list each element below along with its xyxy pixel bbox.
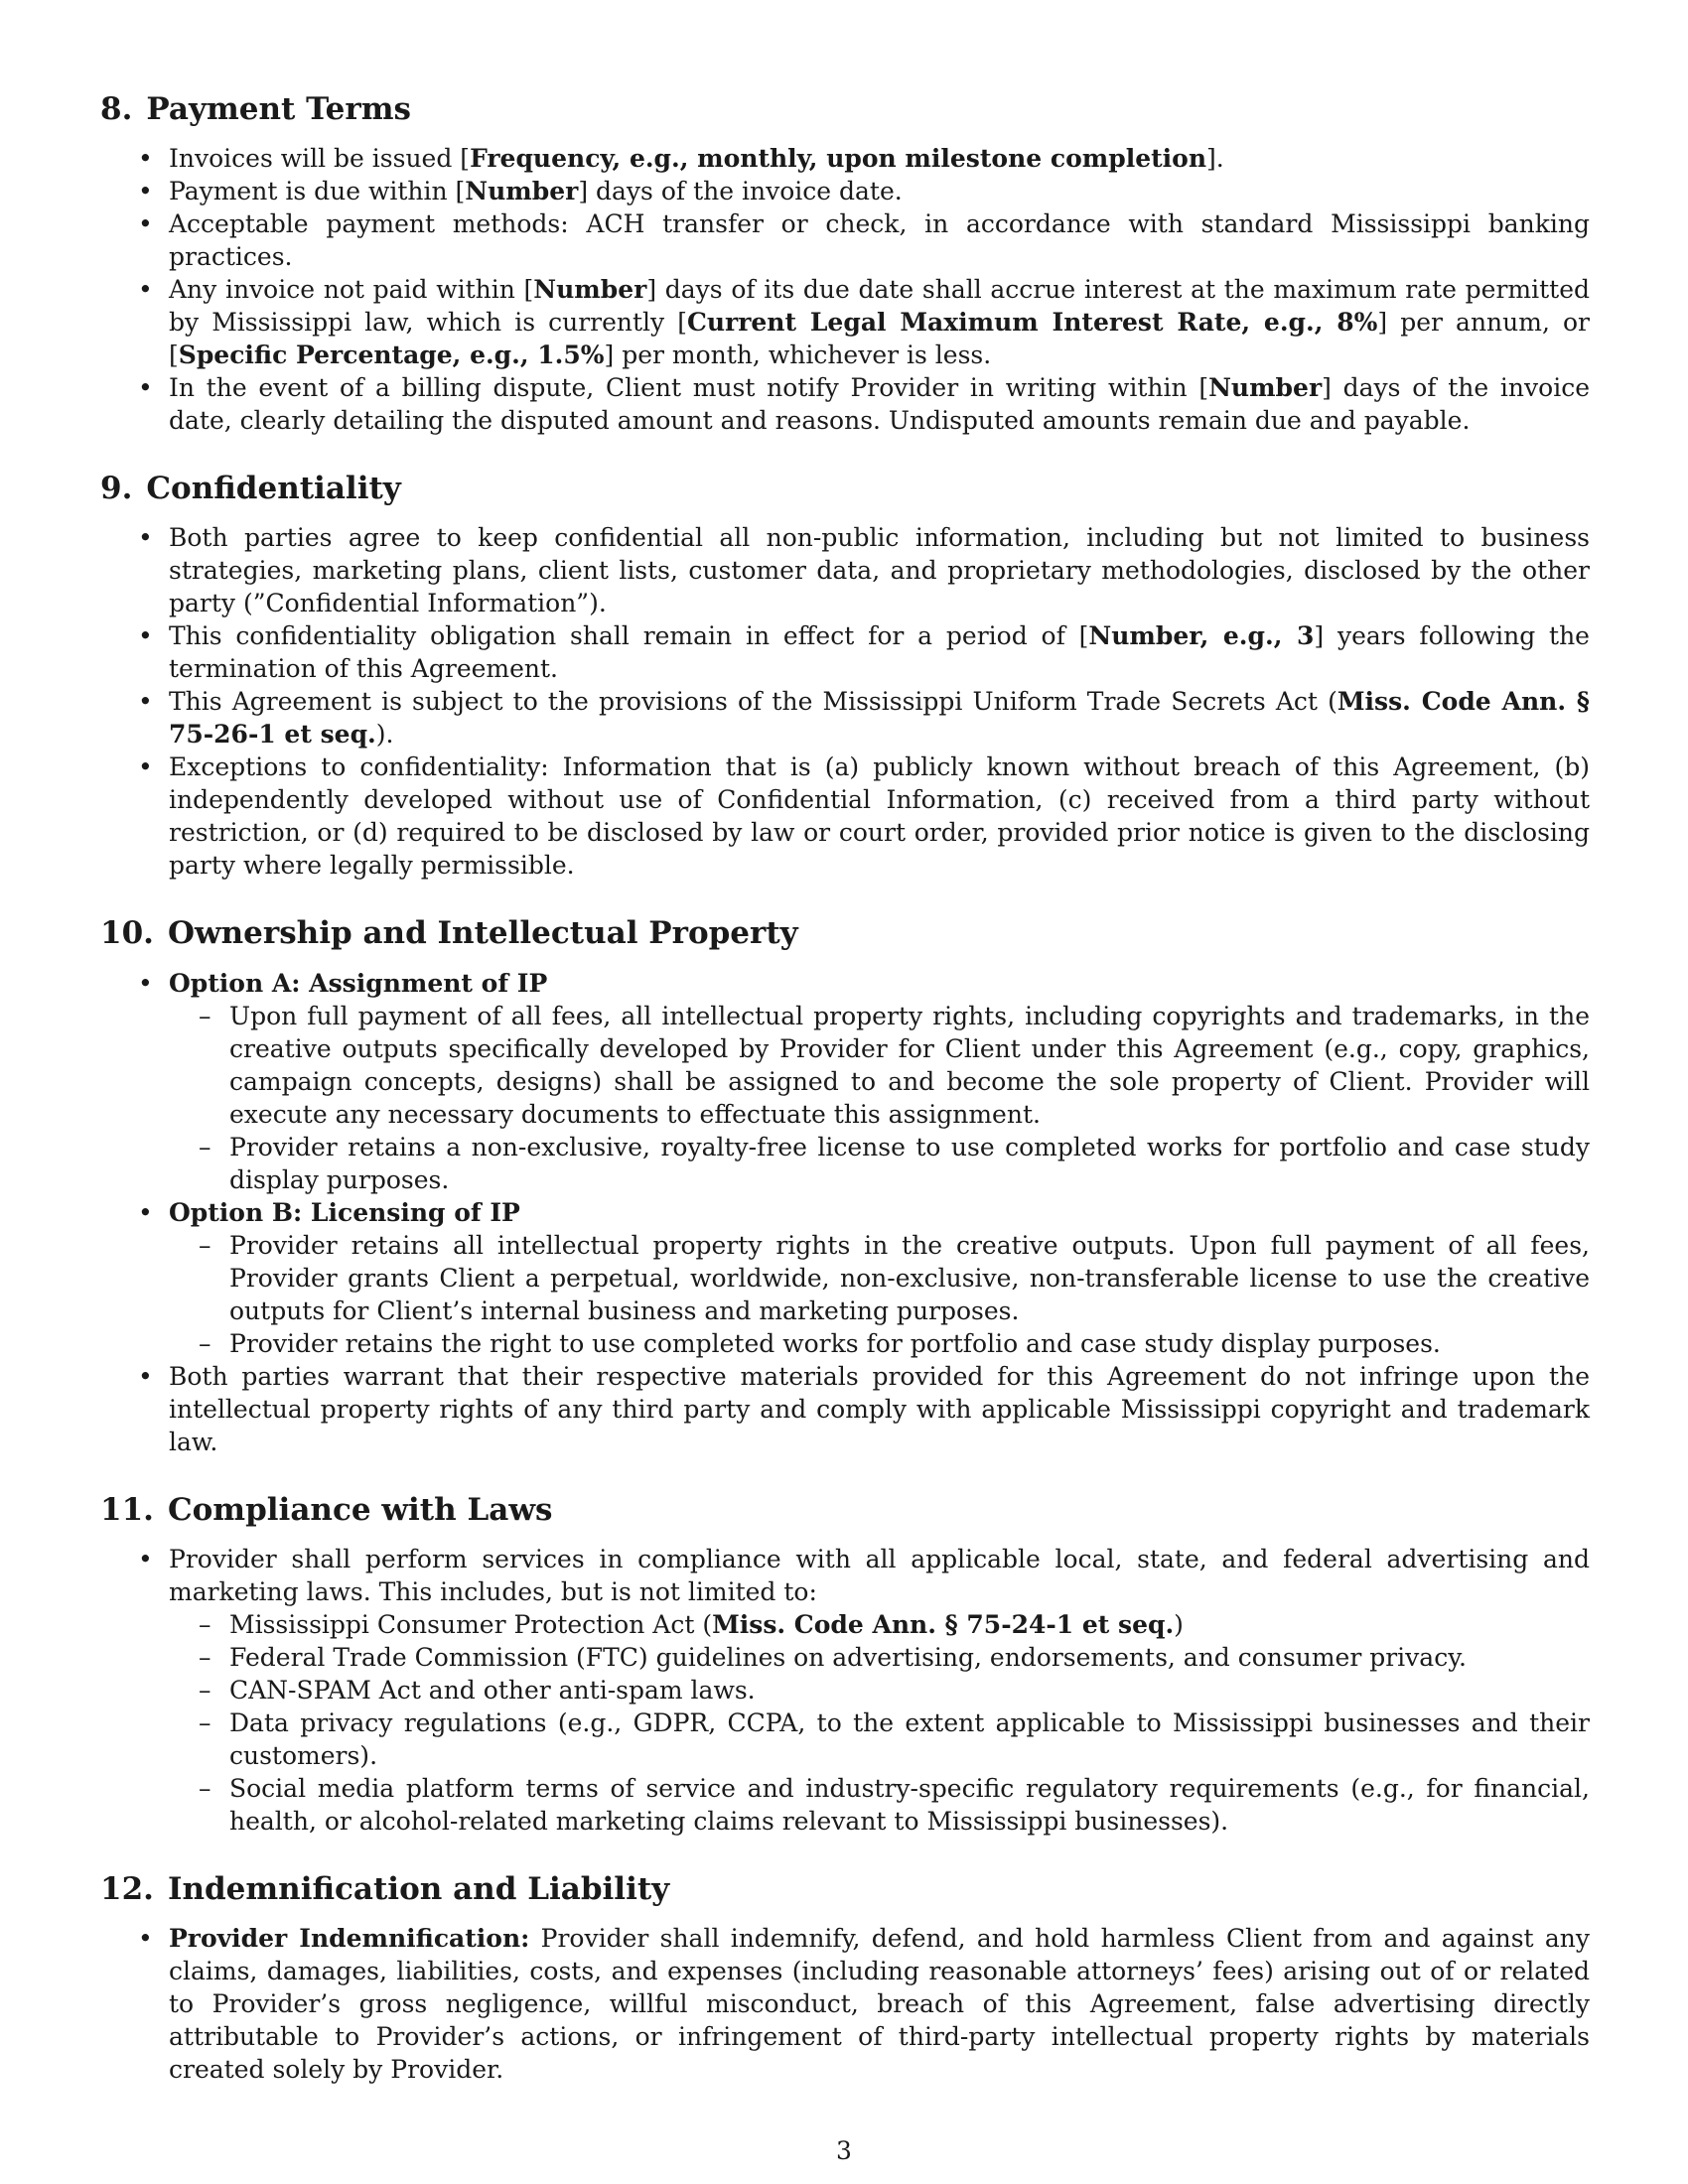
- list-item: • Provider shall perform services in compliance with all applicable local, state, and federal advertising and marketing laws. This includes, but is not limited to: – Mississippi Consumer Protection Act (Miss. Code Ann. § 75-24-1 et seq.) – Federal Trade Commission (FTC) guidelines on advertising, endorsements, and consumer privacy. – CAN-SPAM Act and other anti-spam laws. – Data privacy regulations (e.g., GDPR, CCPA, to the extent applicable to Mississippi businesses and their customers). – Social media platform terms of service and industry-specific regulatory requirements (e.g., for financial, health, or alcohol-related marketing claims relevant to Mississippi businesses).: [100, 1543, 1590, 1838]
- bullet-list: [100, 1922, 1590, 2086]
- section-heading: [100, 1871, 1590, 1908]
- list-item: • Exceptions to confidentiality: Information that is (a) publicly known without breach of this Agreement, (b) independently developed without use of Confidential Information, (c) received from a third party without restriction, or (d) required to be disclosed by law or court order, provided prior notice is given to the disclosing party where legally permissible.: [100, 751, 1590, 882]
- sub-list-item: – Upon full payment of all fees, all intellectual property rights, including copyrights and trademarks, in the creative outputs specifically developed by Provider for Client under this Agreement (e.g., copy, graphics, campaign concepts, designs) shall be assigned to and become the sole property of Client. Provider will execute any necessary documents to effectuate this assignment.: [169, 1000, 1590, 1131]
- sub-list-item: – Social media platform terms of service and industry-specific regulatory requirements (e.g., for financial, health, or alcohol-related marketing claims relevant to Mississippi businesses).: [169, 1772, 1590, 1838]
- placeholder-field: Number: [1208, 373, 1323, 403]
- section-title: Indemnification and Liability: [167, 1870, 670, 1907]
- sub-list-item: – Federal Trade Commission (FTC) guidelines on advertising, endorsements, and consumer privacy.: [169, 1641, 1590, 1674]
- sub-list: [169, 1608, 1590, 1838]
- sub-list-item: – Provider retains a non-exclusive, royalty-free license to use completed works for portfolio and case study display purposes.: [169, 1131, 1590, 1196]
- statute-citation: Miss. Code Ann. § 75-26-1 et seq.: [169, 687, 1590, 750]
- list-item: • Payment is due within [Number] days of the invoice date.: [100, 175, 1590, 207]
- sub-list: [169, 1229, 1590, 1360]
- section-indemnification: [100, 1871, 1590, 2086]
- list-item: • Invoices will be issued [Frequency, e.g., monthly, upon milestone completion].: [100, 142, 1590, 175]
- list-item: • This Agreement is subject to the provisions of the Mississippi Uniform Trade Secrets Act (Miss. Code Ann. § 75-26-1 et seq.).: [100, 685, 1590, 751]
- section-title: Ownership and Intellectual Property: [167, 915, 798, 952]
- option-label: Option B: Licensing of IP: [169, 1197, 520, 1227]
- section-heading: [100, 471, 1590, 507]
- section-ownership-ip: [100, 915, 1590, 1457]
- section-number: 12.: [100, 1870, 154, 1907]
- section-number: 8.: [100, 91, 133, 127]
- list-item: • In the event of a billing dispute, Client must notify Provider in writing within [Number] days of the invoice date, clearly detailing the disputed amount and reasons. Undisputed amounts remain due and payable.: [100, 371, 1590, 437]
- sub-list-item: – Provider retains the right to use completed works for portfolio and case study display purposes.: [169, 1327, 1590, 1360]
- page-number: 3: [836, 2136, 852, 2165]
- list-item: • Both parties agree to keep confidential all non-public information, including but not limited to business strategies, marketing plans, client lists, customer data, and proprietary methodologies, disclosed by the other party (”Confidential Information”).: [100, 521, 1590, 619]
- sub-list-item: – Provider retains all intellectual property rights in the creative outputs. Upon full payment of all fees, Provider grants Client a perpetual, worldwide, non-exclusive, non-transferable license to use the creative outputs for Client’s internal business and marketing purposes.: [169, 1229, 1590, 1327]
- section-heading: [100, 91, 1590, 128]
- option-label: Option A: Assignment of IP: [169, 968, 548, 998]
- list-item: • This confidentiality obligation shall remain in effect for a period of [Number, e.g., 3] years following the termination of this Agreement.: [100, 619, 1590, 685]
- section-number: 10.: [100, 915, 154, 952]
- placeholder-field: Number: [533, 275, 647, 305]
- bullet-list: [100, 142, 1590, 437]
- document-page: [100, 91, 1590, 2119]
- section-number: 11.: [100, 1491, 154, 1528]
- section-compliance: [100, 1492, 1590, 1838]
- placeholder-field: Current Legal Maximum Interest Rate, e.g., 8%: [686, 308, 1378, 338]
- bullet-list: [100, 967, 1590, 1458]
- section-payment-terms: [100, 91, 1590, 437]
- list-item: • Acceptable payment methods: ACH transfer or check, in accordance with standard Mississippi banking practices.: [100, 207, 1590, 273]
- sub-list-item: – CAN-SPAM Act and other anti-spam laws.: [169, 1674, 1590, 1706]
- section-confidentiality: [100, 471, 1590, 882]
- list-item: • Any invoice not paid within [Number] days of its due date shall accrue interest at the maximum rate permitted by Mississippi law, which is currently [Current Legal Maximum Interest Rate, e.g., 8%] per annum, or [Specific Percentage, e.g., 1.5%] per month, whichever is less.: [100, 273, 1590, 371]
- list-item: • Both parties warrant that their respective materials provided for this Agreement do not infringe upon the intellectual property rights of any third party and comply with applicable Mississippi copyright and trademark law.: [100, 1360, 1590, 1458]
- placeholder-field: Frequency, e.g., monthly, upon milestone completion: [470, 144, 1206, 174]
- section-title: Compliance with Laws: [167, 1491, 553, 1528]
- sub-list-item: – Data privacy regulations (e.g., GDPR, CCPA, to the extent applicable to Mississippi businesses and their customers).: [169, 1706, 1590, 1772]
- bullet-list: [100, 1543, 1590, 1838]
- section-heading: [100, 1492, 1590, 1529]
- placeholder-field: Specific Percentage, e.g., 1.5%: [178, 341, 605, 370]
- section-number: 9.: [100, 471, 133, 507]
- section-heading: [100, 915, 1590, 952]
- section-title: Confidentiality: [146, 471, 401, 507]
- placeholder-field: Number: [465, 177, 579, 206]
- statute-citation: Miss. Code Ann. § 75-24-1 et seq.: [712, 1609, 1175, 1639]
- section-title: Payment Terms: [146, 91, 411, 127]
- sub-list-item: – Mississippi Consumer Protection Act (Miss. Code Ann. § 75-24-1 et seq.): [169, 1608, 1590, 1641]
- list-item: [100, 967, 1590, 1196]
- sub-list: [169, 1000, 1590, 1196]
- item-label: Provider Indemnification:: [169, 1923, 530, 1953]
- bullet-list: [100, 521, 1590, 882]
- placeholder-field: Number, e.g., 3: [1088, 621, 1315, 651]
- list-item: • Provider Indemnification: Provider shall indemnify, defend, and hold harmless Client from and against any claims, damages, liabilities, costs, and expenses (including reasonable attorneys’ fees) arising out of or related to Provider’s gross negligence, willful misconduct, breach of this Agreement, false advertising directly attributable to Provider’s actions, or infringement of third-party intellectual property rights by materials created solely by Provider.: [100, 1922, 1590, 2086]
- list-item: [100, 1196, 1590, 1360]
